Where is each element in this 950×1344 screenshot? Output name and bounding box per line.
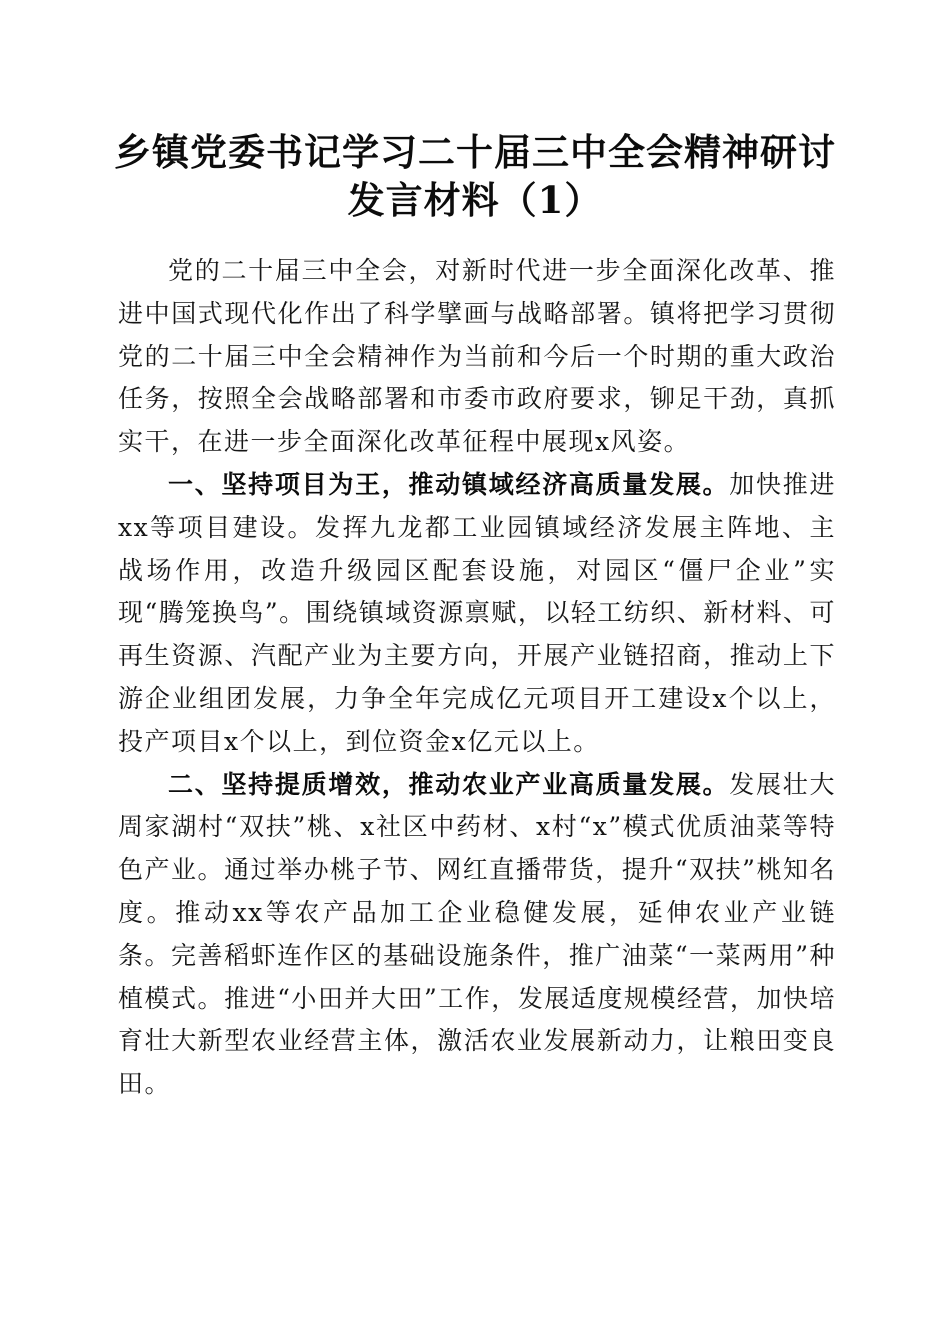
paragraph-section-two [118, 764, 836, 1106]
paragraph-text: 发展壮大周家湖村“双扶”桃、x社区中药材、x村“x”模式优质油菜等特色产业。通过举办桃子节、网红直播带货，提升“双扶”桃知名度。推动xx等农产品加工企业稳健发展，延伸农业产业链条。完善稻虾连作区的基础设施条件，推广油菜“一菜两用”种植模式。推进“小田并大田”工作，发展适度规模经营，加快培育壮大新型农业经营主体，激活农业发展新动力，让粮田变良田。 [118, 769, 836, 1099]
paragraph-section-one [118, 464, 836, 764]
paragraph-text: 党的二十届三中全会，对新时代进一步全面深化改革、推进中国式现代化作出了科学擘画与战略部署。镇将把学习贯彻党的二十届三中全会精神作为当前和今后一个时期的重大政治任务，按照全会战略部署和市委市政府要求，铆足干劲，真抓实干，在进一步全面深化改革征程中展现x风姿。 [118, 256, 836, 457]
document-title: 乡镇党委书记学习二十届三中全会精神研讨发言材料（1） [114, 130, 836, 222]
paragraph-text: 加快推进xx等项目建设。发挥九龙都工业园镇域经济发展主阵地、主战场作用，改造升级园区配套设施，对园区“僵尸企业”实现“腾笼换鸟”。围绕镇域资源禀赋，以轻工纺织、新材料、可再生资源、汽配产业为主要方向，开展产业链招商，推动上下游企业组团发展，力争全年完成亿元项目开工建设x个以上，投产项目x个以上，到位资金x亿元以上。 [118, 469, 836, 756]
document-body [118, 250, 836, 1106]
paragraph-intro [118, 250, 836, 464]
section-heading: 二、坚持提质增效，推动农业产业高质量发展。 [168, 769, 730, 799]
section-heading: 一、坚持项目为王，推动镇域经济高质量发展。 [168, 469, 730, 499]
